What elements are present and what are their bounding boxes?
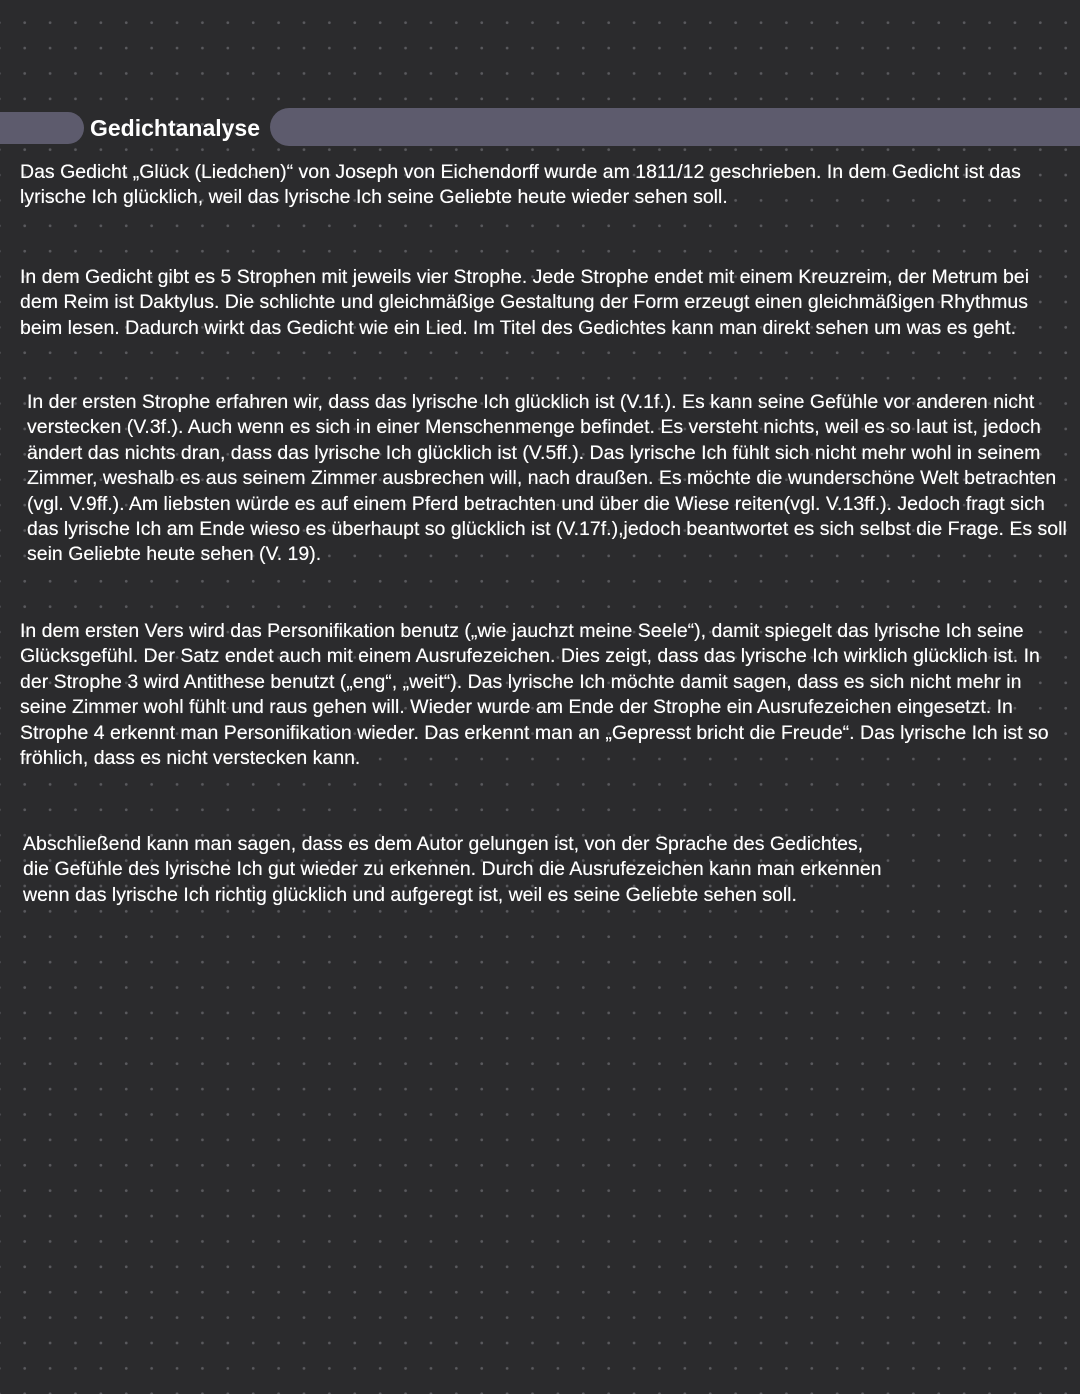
heading-bar-right <box>270 108 1080 146</box>
paragraph-conclusion: Abschließend kann man sagen, dass es dem Autor gelungen ist, von der Sprache des Gedichtes, die Gefühle des lyrische Ich gut wieder zu erkennen. Durch die Ausrufezeichen kann man erkennen wenn das lyrische Ich richtig glücklich und aufgeregt ist, weil es seine Geliebte sehen soll. <box>23 833 882 906</box>
paragraph-introduction: Das Gedicht „Glück (Liedchen)“ von Joseph von Eichendorff wurde am 1811/12 geschrieben. In dem Gedicht ist das lyrische Ich glücklich, weil das lyrische Ich seine Geliebte heute wieder sehen soll. <box>20 161 1021 209</box>
paragraph-form: In dem Gedicht gibt es 5 Strophen mit jeweils vier Strophe. Jede Strophe endet mit einem Kreuzreim, der Metrum bei dem Reim ist Daktylus. Die schlichte und gleichmäßige Gestaltung der Form erzeugt einen gleichmäßigen Rhythmus beim lesen. Dadurch wirkt das Gedicht wie ein Lied. Im Titel des Gedichtes kann man direkt sehen um was es geht. <box>20 266 1030 339</box>
page-title: Gedichtanalyse <box>90 115 261 141</box>
heading-bar-left <box>0 112 84 144</box>
paragraph-content: In der ersten Strophe erfahren wir, dass das lyrische Ich glücklich ist (V.1f.). Es kann seine Gefühle vor anderen nicht verstecken (V.3f.). Auch wenn es sich in einer Menschenmenge befindet. Es versteht nichts, weil es so laut ist, jedoch ändert das nichts dran, dass das lyrische Ich glücklich ist (V.5ff.). Das lyrische Ich fühlt sich nicht mehr wohl in seinem Zimmer, weshalb es aus seinem Zimmer ausbrechen will, nach draußen. Es möchte die wunderschöne Welt betrachten (vgl. V.9ff.). Am liebsten würde es auf einem Pferd betrachten und über die Wiese reiten(vgl. V.13ff.). Jedoch fragt sich das lyrische Ich am Ende wieso es überhaupt so glücklich ist (V.17f.),jedoch beantwortet es sich selbst die Frage. Es soll sein Geliebte heute sehen (V. 19). <box>27 391 1067 566</box>
paragraph-language: In dem ersten Vers wird das Personifikation benutz („wie jauchzt meine Seele“), damit spiegelt das lyrische Ich seine Glücksgefühl. Der Satz endet auch mit einem Ausrufezeichen. Dies zeigt, dass das lyrische Ich wirklich glücklich ist. In der Strophe 3 wird Antithese benutzt („eng“, „weit“). Das lyrische Ich möchte damit sagen, dass es sich nicht mehr in seine Zimmer wohl fühlt und raus gehen will. Wieder wurde am Ende der Strophe ein Ausrufezeichen eingesetzt. In Strophe 4 erkennt man Personifikation wieder. Das erkennt man an „Gepresst bricht die Freude“. Das lyrische Ich ist so fröhlich, dass es nicht verstecken kann. <box>20 620 1049 770</box>
